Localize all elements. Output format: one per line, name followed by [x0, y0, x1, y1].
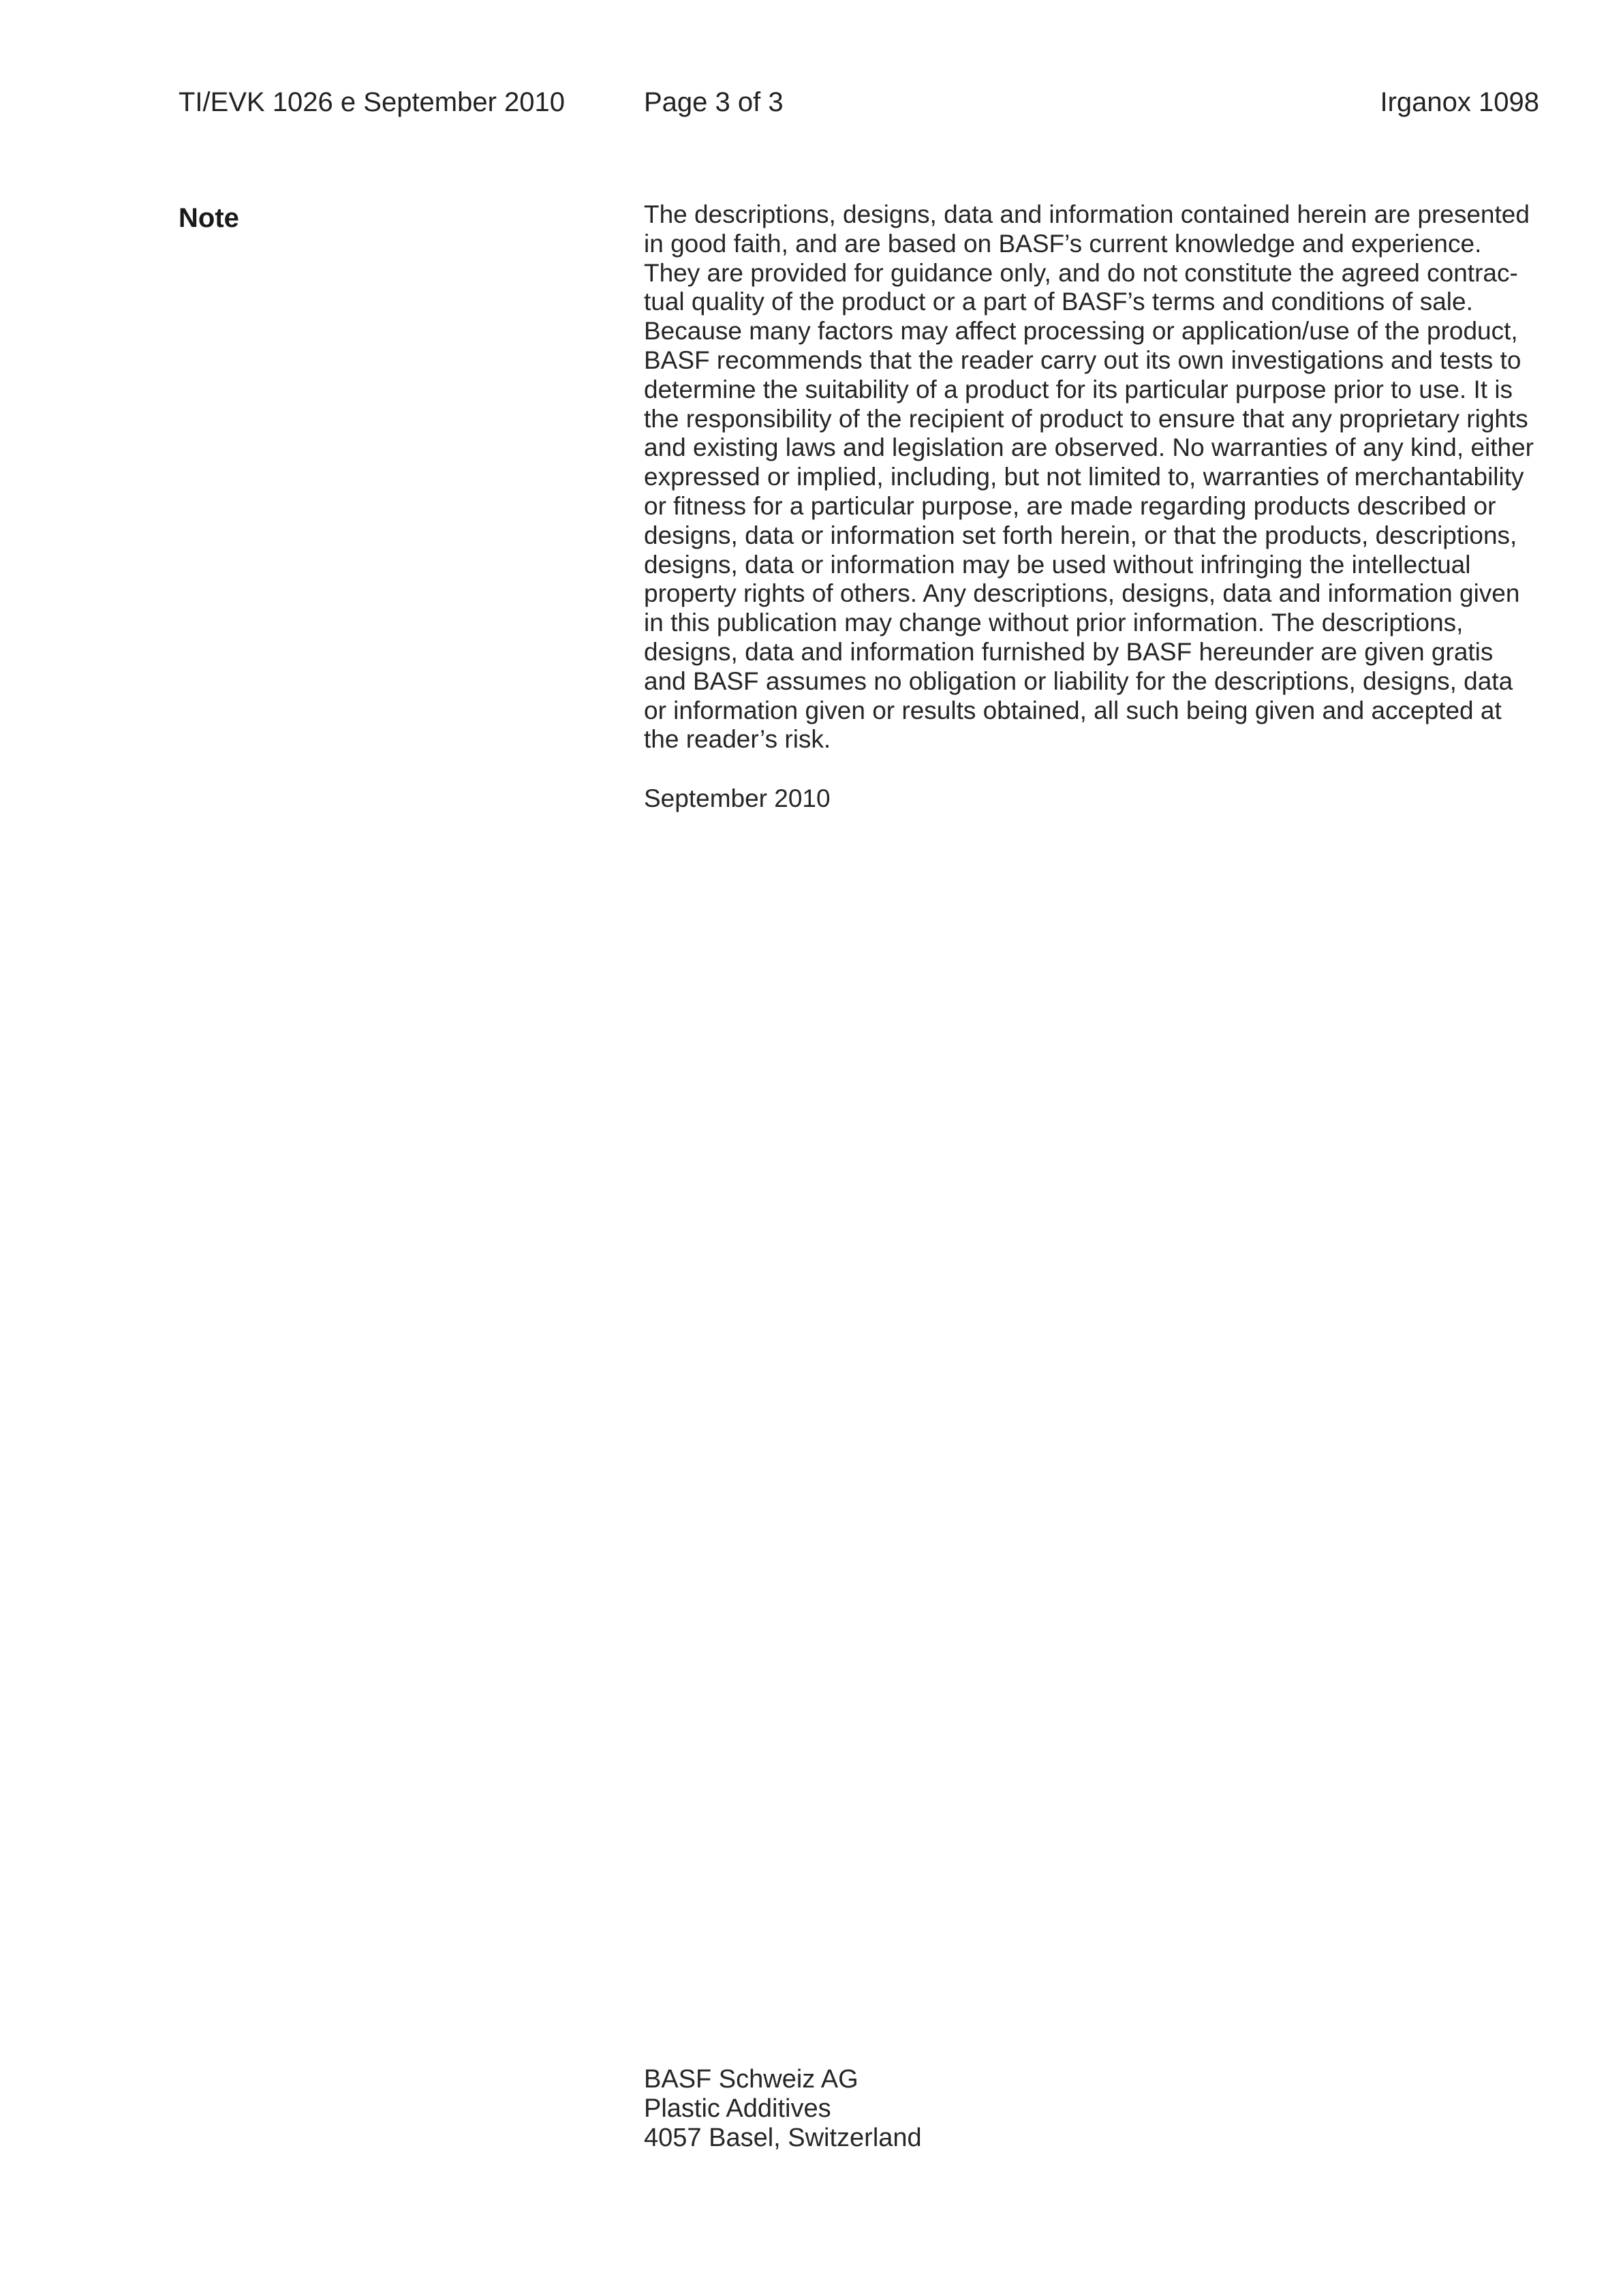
company-address: [644, 2065, 922, 2153]
note-line: in this publication may change without prior information. The descriptions,: [644, 609, 1464, 637]
page-indicator: Page 3 of 3: [644, 87, 784, 117]
note-line: designs, data and information furnished by BASF hereunder are given gratis: [644, 637, 1494, 666]
note-line: expressed or implied, including, but not limited to, warranties of merchantability: [644, 463, 1524, 491]
document-reference: TI/EVK 1026 e September 2010: [179, 87, 566, 117]
note-line: the responsibility of the recipient of product to ensure that any proprietary rights: [644, 404, 1528, 433]
address-city: 4057 Basel, Switzerland: [644, 2124, 922, 2152]
note-line: designs, data or information set forth herein, or that the products, descriptions,: [644, 521, 1517, 549]
note-line: and BASF assumes no obligation or liability for the descriptions, designs, data: [644, 667, 1513, 695]
note-heading: Note: [179, 203, 239, 233]
note-line: or fitness for a particular purpose, are made regarding products described or: [644, 491, 1496, 520]
note-line: and existing laws and legislation are observed. No warranties of any kind, either: [644, 433, 1534, 462]
note-line: BASF recommends that the reader carry out its own investigations and tests to: [644, 346, 1521, 374]
note-line: in good faith, and are based on BASF’s current knowledge and experience.: [644, 229, 1482, 258]
note-line: Because many factors may affect processing or application/use of the product,: [644, 317, 1518, 346]
note-line: the reader’s risk.: [644, 725, 831, 754]
note-date: September 2010: [644, 784, 831, 812]
note-body: [644, 200, 1543, 754]
note-line: or information given or results obtained, all such being given and accepted at: [644, 696, 1502, 724]
note-line: designs, data or information may be used without infringing the intellectual: [644, 550, 1471, 579]
address-division: Plastic Additives: [644, 2094, 831, 2123]
note-line: They are provided for guidance only, and do not constitute the agreed contrac-: [644, 258, 1518, 287]
address-company: BASF Schweiz AG: [644, 2065, 859, 2094]
note-line: property rights of others. Any descriptions, designs, data and information given: [644, 579, 1520, 608]
note-line: tual quality of the product or a part of BASF’s terms and conditions of sale.: [644, 288, 1473, 316]
product-name: Irganox 1098: [1380, 87, 1539, 117]
note-line: The descriptions, designs, data and information contained herein are presented: [644, 200, 1530, 228]
note-line: determine the suitability of a product for its particular purpose prior to use. It is: [644, 375, 1513, 403]
